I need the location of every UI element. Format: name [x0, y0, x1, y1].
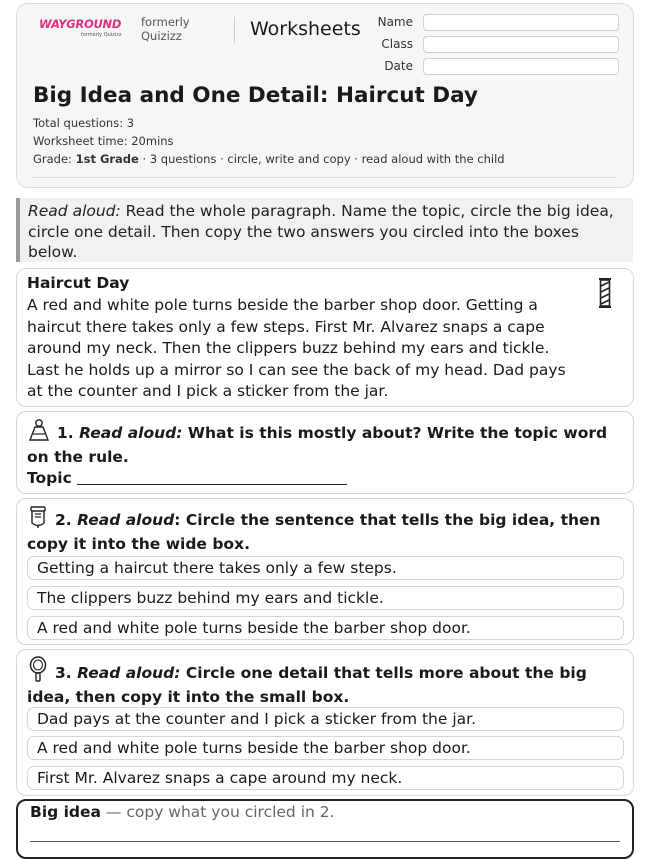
name-field[interactable]: [423, 14, 619, 31]
date-label: Date: [384, 59, 413, 73]
question-2-lead: Read aloud: [77, 511, 175, 529]
class-label: Class: [381, 37, 413, 51]
question-2-number: 2.: [55, 511, 72, 529]
question-1-prompt: [27, 418, 623, 469]
worksheet-header: [16, 3, 634, 188]
worksheets-label: Worksheets: [250, 18, 361, 40]
clipper-icon: [27, 505, 49, 529]
question-2-option-1[interactable]: Getting a haircut there takes only a few steps.: [27, 556, 624, 580]
instruction-text: Read the whole paragraph. Name the topic, circle the big idea, circle one detail. Then copy the two answers you circled into the boxes below.: [28, 202, 614, 261]
question-1-number: 1.: [57, 424, 74, 442]
topic-label: Topic: [27, 469, 72, 487]
wayground-logo: [39, 17, 129, 38]
instruction-callout: [16, 198, 633, 262]
question-2: [16, 498, 634, 645]
topic-answer-line[interactable]: [77, 484, 347, 485]
mirror-icon: [27, 656, 49, 682]
question-1-lead: Read aloud:: [79, 424, 183, 442]
grade-value: 1st Grade: [75, 152, 139, 166]
page-title: Big Idea and One Detail: Haircut Day: [33, 83, 478, 108]
grade-label: Grade:: [33, 152, 76, 166]
question-3-option-3[interactable]: First Mr. Alvarez snaps a cape around my neck.: [27, 766, 624, 790]
question-2-prompt: [27, 505, 623, 556]
big-idea-label: Big idea: [30, 803, 101, 821]
passage-title: Haircut Day: [27, 274, 130, 292]
brand-subtitle: formerly Quizizz: [81, 32, 122, 38]
passage-card: [16, 268, 634, 407]
question-1-text: What is this mostly about? Write the topic word on the rule.: [27, 424, 608, 466]
question-3-option-2[interactable]: A red and white pole turns beside the barber shop door.: [27, 736, 624, 760]
big-idea-copy-box[interactable]: [16, 799, 634, 859]
passage-text: A red and white pole turns beside the barber shop door. Getting a haircut there takes only a few steps. First Mr. Alvarez snaps a cape around my neck. Then the clippers buzz behind my ears and tickle. Last he holds up a mirror so I can see the back of my head. Dad pays at the counter and I pick a sticker from the jar.: [27, 296, 566, 400]
question-2-text: : Circle the sentence that tells the big idea, then copy it into the wide box.: [27, 511, 601, 553]
question-3-text: Circle one detail that tells more about the big idea, then copy it into the small box.: [27, 664, 587, 706]
header-rule: [33, 177, 617, 178]
date-field[interactable]: [423, 58, 619, 75]
cape-icon: [27, 418, 51, 442]
barber-pole-icon: [597, 277, 613, 309]
instruction-lead: Read aloud:: [28, 202, 121, 220]
worksheet-time: Worksheet time: 20mins: [33, 134, 174, 148]
name-label: Name: [377, 15, 413, 29]
big-idea-hint: — copy what you circled in 2.: [101, 803, 335, 821]
question-3-number: 3.: [55, 664, 72, 682]
question-3-prompt: [27, 656, 623, 709]
question-3-option-1[interactable]: Dad pays at the counter and I pick a sticker from the jar.: [27, 707, 624, 731]
formerly-line2: Quizizz: [141, 29, 182, 43]
grade-details: · 3 questions · circle, write and copy · read aloud with the child: [138, 152, 505, 166]
formerly-note: [141, 15, 190, 43]
header-divider: [234, 17, 235, 43]
formerly-line1: formerly: [141, 15, 190, 29]
question-3: [16, 649, 634, 796]
total-questions: Total questions: 3: [33, 116, 135, 130]
question-2-option-3[interactable]: A red and white pole turns beside the barber shop door.: [27, 616, 624, 640]
class-field[interactable]: [423, 36, 619, 53]
grade-line: [33, 152, 505, 166]
brand-name: WAYGROUND: [39, 17, 122, 31]
question-1: [16, 411, 634, 494]
question-2-option-2[interactable]: The clippers buzz behind my ears and tickle.: [27, 586, 624, 610]
topic-answer-row: [27, 469, 623, 487]
question-3-lead: Read aloud:: [77, 664, 181, 682]
